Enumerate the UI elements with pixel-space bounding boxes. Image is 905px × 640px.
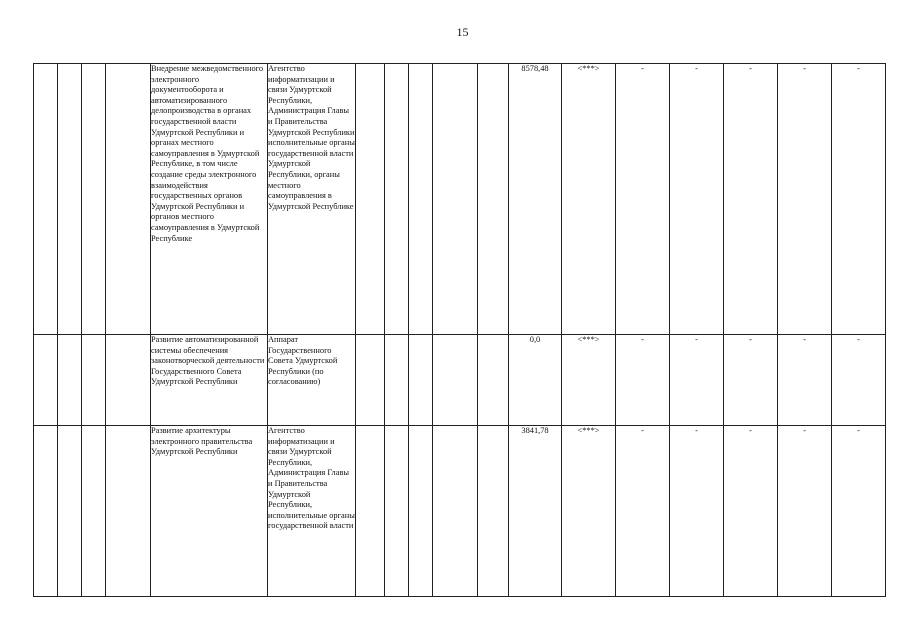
amount-cell: 3841,78 <box>509 426 562 597</box>
table-row <box>34 426 886 597</box>
dash-cell: - <box>778 426 832 597</box>
cell-empty <box>106 64 151 335</box>
cell-empty <box>34 426 58 597</box>
dash-cell: - <box>724 426 778 597</box>
cell-empty <box>478 64 509 335</box>
executor-cell: Аппарат Государственного Совета Удмуртской Республики (по согласованию) <box>268 335 356 426</box>
source-cell: <***> <box>562 64 616 335</box>
table-row <box>34 335 886 426</box>
dash-cell: - <box>832 335 886 426</box>
cell-empty <box>433 64 478 335</box>
executor-cell: Агентство информатизации и связи Удмуртской Республики, Администрация Главы и Правительства Удмуртской Республики исполнительные органы государственной власти Удмуртской Республики, органы местного самоуправления в Удмуртской Республике <box>268 64 356 335</box>
source-cell: <***> <box>562 335 616 426</box>
amount-cell: 8578,48 <box>509 64 562 335</box>
activity-cell: Развитие архитектуры электронного правительства Удмуртской Республики <box>151 426 268 597</box>
dash-cell: - <box>832 64 886 335</box>
cell-empty <box>356 64 385 335</box>
cell-empty <box>34 335 58 426</box>
cell-empty <box>356 426 385 597</box>
cell-empty <box>433 426 478 597</box>
activity-cell: Развитие автоматизированной системы обеспечения законотворческой деятельности Государственного Совета Удмуртской Республики <box>151 335 268 426</box>
dash-cell: - <box>832 426 886 597</box>
program-table <box>33 63 886 597</box>
cell-empty <box>34 64 58 335</box>
source-cell: <***> <box>562 426 616 597</box>
dash-cell: - <box>616 64 670 335</box>
cell-empty <box>433 335 478 426</box>
dash-cell: - <box>778 335 832 426</box>
dash-cell: - <box>670 335 724 426</box>
cell-empty <box>385 426 409 597</box>
cell-empty <box>58 64 82 335</box>
cell-empty <box>82 426 106 597</box>
cell-empty <box>409 64 433 335</box>
dash-cell: - <box>616 335 670 426</box>
cell-empty <box>356 335 385 426</box>
page-number: 15 <box>456 25 469 39</box>
cell-empty <box>82 335 106 426</box>
amount-cell: 0,0 <box>509 335 562 426</box>
cell-empty <box>106 335 151 426</box>
dash-cell: - <box>670 64 724 335</box>
dash-cell: - <box>616 426 670 597</box>
cell-empty <box>385 335 409 426</box>
cell-empty <box>58 335 82 426</box>
dash-cell: - <box>778 64 832 335</box>
cell-empty <box>478 426 509 597</box>
dash-cell: - <box>724 335 778 426</box>
cell-empty <box>409 426 433 597</box>
activity-cell: Внедрение межведомственного электронного документооборота и автоматизированного делопроизводства в органах государственной власти Удмуртской Республики и органах местного самоуправления в Удмуртской Республике, в том числе создание среды электронного взаимодействия государственных органов Удмуртской Республики и органов местного самоуправления в Удмуртской Республике <box>151 64 268 335</box>
cell-empty <box>385 64 409 335</box>
cell-empty <box>478 335 509 426</box>
cell-empty <box>58 426 82 597</box>
dash-cell: - <box>670 426 724 597</box>
table-row <box>34 64 886 335</box>
cell-empty <box>82 64 106 335</box>
executor-cell: Агентство информатизации и связи Удмуртской Республики, Администрация Главы и Правительства Удмуртской Республики, исполнительные органы государственной власти <box>268 426 356 597</box>
dash-cell: - <box>724 64 778 335</box>
cell-empty <box>106 426 151 597</box>
cell-empty <box>409 335 433 426</box>
